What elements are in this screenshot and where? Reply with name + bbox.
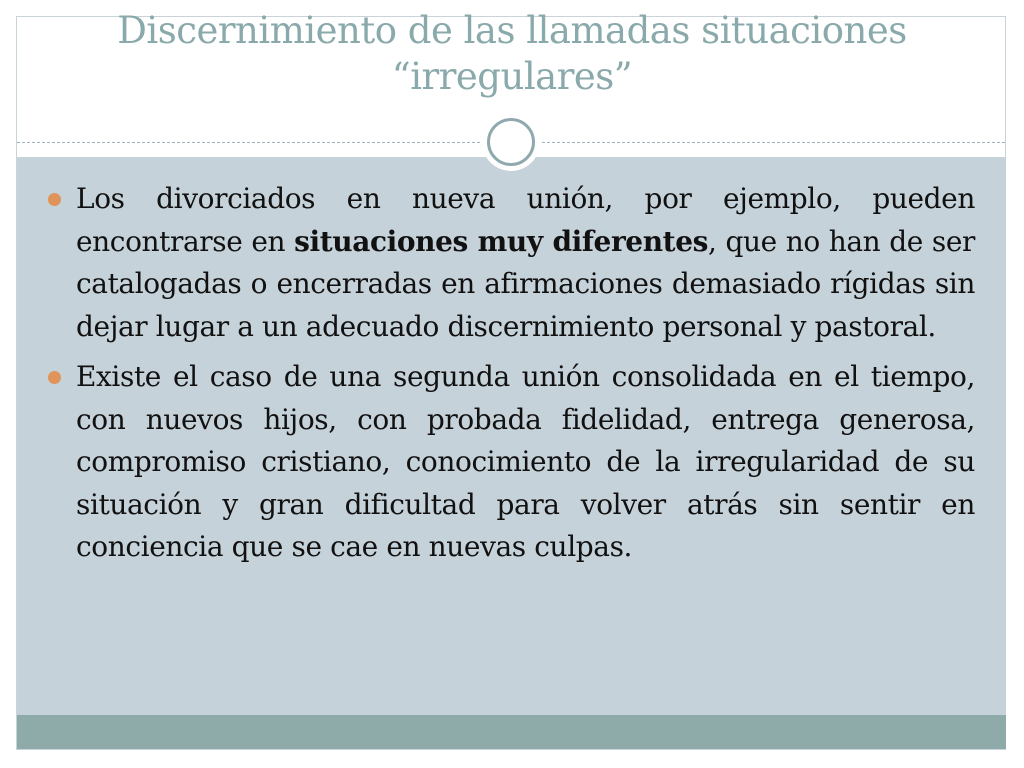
bullet-1-emphasis: situaciones muy diferentes [294,224,708,258]
circle-ring-inner [487,118,535,166]
slide-title-line-1: Discernimiento de las llamadas situaciones [117,9,907,52]
bullet-2-text: Existe el caso de una segunda unión consolidada en el tiempo, con nuevos hijos, con probada fidelidad, entrega generosa, compromiso cristiano, conocimiento de la irregularidad de su situación y gran dificultad para volver atrás sin sentir en conciencia que se cae en nuevas culpas. [76,360,975,563]
bullet-dot-icon [48,193,61,206]
bullet-1-text-start: Los divorciados en nueva unión, por ejemplo, pueden encontrarse en [76,182,975,258]
bullet-list [40,178,975,577]
slide-title-line-2: “irregulares” [391,55,633,98]
bullet-item-divorciados [40,178,975,348]
footer-bar [17,715,1006,749]
bullet-item-segunda-union [40,356,975,569]
slide-title [17,0,1007,100]
circle-ring-icon [482,113,540,171]
bullet-dot-icon [48,371,61,384]
bullet-1-text-end: , que no han de ser catalogadas o encerradas en afirmaciones demasiado rígidas sin dejar lugar a un adecuado discernimiento personal y pastoral. [76,224,975,343]
